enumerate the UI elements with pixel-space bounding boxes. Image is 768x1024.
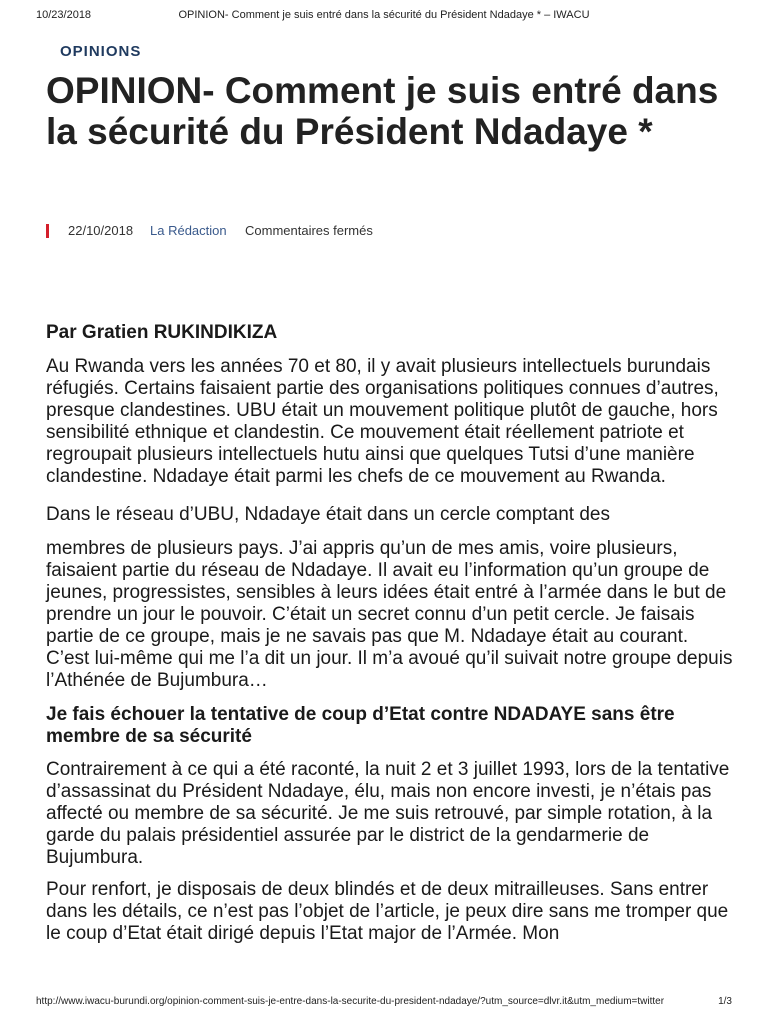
paragraph: Pour renfort, je disposais de deux blindés et de deux mitrailleuses. Sans entrer dans les détails, ce n’est pas l’objet de l’article, je peux dire sans me tromper que le coup d’Etat était dirigé depuis l’Etat major de l’Armée. Mon	[46, 879, 729, 944]
article-byline: Par Gratien RUKINDIKIZA	[46, 322, 278, 343]
section-heading: Je fais échouer la tentative de coup d’Etat contre NDADAYE sans être membre de sa sécurité	[46, 704, 675, 747]
meta-accent-bar	[46, 224, 49, 238]
paragraph: Au Rwanda vers les années 70 et 80, il y avait plusieurs intellectuels burundais réfugiés. Certains faisaient partie des organisations politiques connues d’autres, presque clandestines. UBU était un mouvement politique plutôt de gauche, hors sensibilité ethnique et clandestin. Ce mouvement était réellement patriote et regroupait plusieurs intellectuels hutu ainsi que quelques Tutsi d’une manière clandestine. Ndadaye était parmi les chefs de ce mouvement au Rwanda.	[46, 356, 719, 487]
comments-status: Commentaires fermés	[245, 223, 373, 238]
print-date: 10/23/2018	[36, 9, 92, 21]
article-headline: OPINION- Comment je suis entré dans la sécurité du Président Ndadaye *	[46, 70, 719, 152]
article-body	[46, 322, 736, 945]
category-link[interactable]: OPINIONS	[60, 43, 142, 60]
print-page-title: OPINION- Comment je suis entré dans la sécurité du Président Ndadaye * – IWACU	[178, 9, 590, 21]
page-number: 1/3	[718, 996, 732, 1007]
paragraph: membres de plusieurs pays. J’ai appris qu’un de mes amis, voire plusieurs, faisaient partie du réseau de Ndadaye. Il avait eu l’information qu’un groupe de jeunes, progressistes, sensibles à leurs idées était entré à l’armée dans le but de prendre un jour le pouvoir. C’était un secret connu d’un petit cercle. Je faisais partie de ce groupe, mais je ne savais pas que M. Ndadaye était au courant. C’est lui-même qui me l’a dit un jour. Il m’a avoué qu’il suivait notre groupe depuis l’Athénée de Bujumbura…	[46, 538, 733, 691]
print-footer	[36, 996, 732, 1009]
author-link[interactable]: La Rédaction	[150, 223, 227, 238]
print-header	[36, 9, 732, 23]
page-url: http://www.iwacu-burundi.org/opinion-comment-suis-je-entre-dans-la-securite-du-president-ndadaye/?utm_source=dlvr.it&utm_medium=twitter	[36, 996, 665, 1007]
publish-date: 22/10/2018	[68, 223, 134, 238]
paragraph: Dans le réseau d’UBU, Ndadaye était dans un cercle comptant des	[46, 504, 610, 525]
paragraph: Contrairement à ce qui a été raconté, la nuit 2 et 3 juillet 1993, lors de la tentative d’assassinat du Président Ndadaye, élu, mais non encore investi, je n’étais pas affecté ou membre de sa sécurité. Je me suis retrouvé, par simple rotation, à la garde du palais présidentiel assurée par le district de la gendarmerie de Bujumbura.	[46, 759, 730, 868]
